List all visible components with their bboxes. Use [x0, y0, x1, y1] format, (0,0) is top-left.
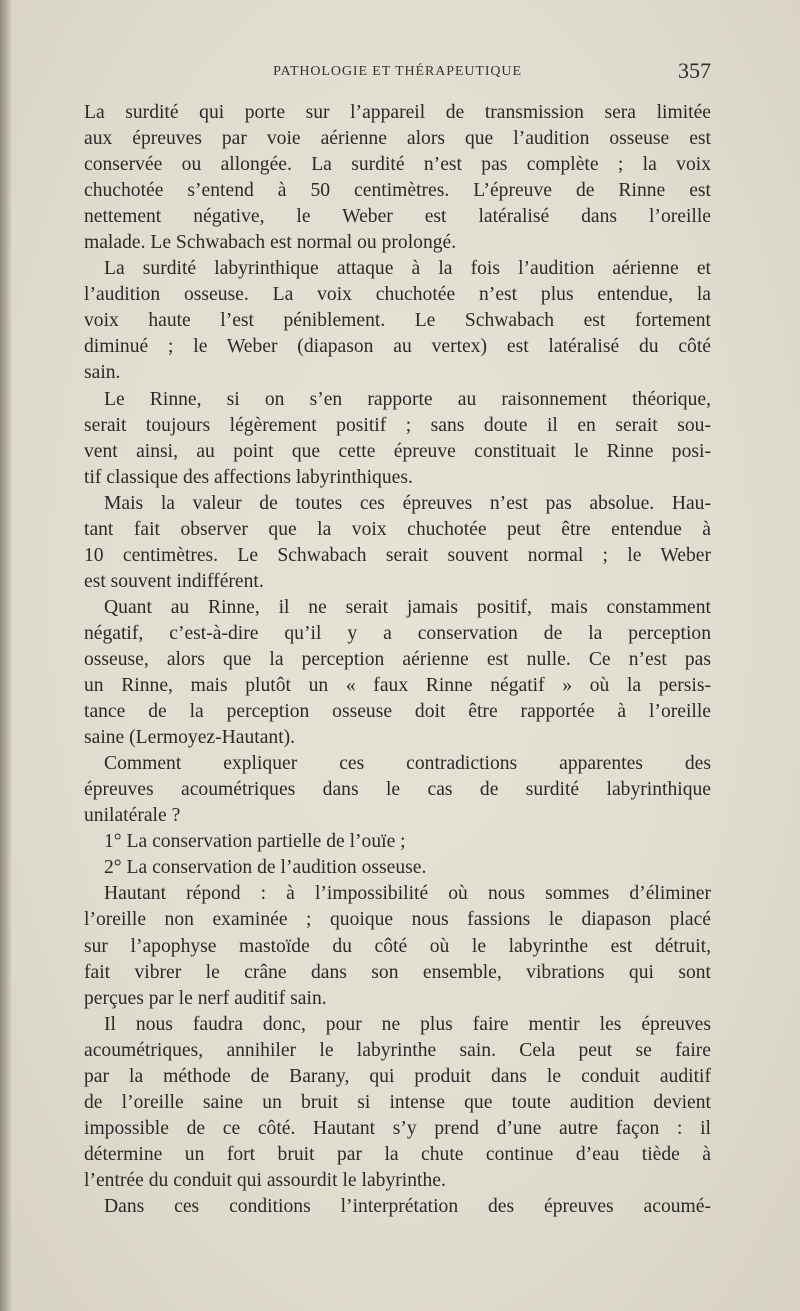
text-line: épreuves acoumétriques dans le cas de surdité labyrinthique [84, 779, 711, 801]
text-line: La surdité qui porte sur l’appareil de transmission sera limitée [84, 102, 711, 123]
text-line: chuchotée s’entend à 50 centimètres. L’épreuve de Rinne est [84, 180, 711, 202]
text-line: La surdité labyrinthique attaque à la fois l’audition aérienne et [104, 258, 711, 280]
text-line: par la méthode de Barany, qui produit dans le conduit auditif [84, 1065, 711, 1087]
page-number: 357 [678, 58, 711, 83]
text-line: Quant au Rinne, il ne serait jamais positif, mais constamment [104, 596, 711, 618]
text-line: sur l’apophyse mastoïde du côté où le labyrinthe est détruit, [84, 935, 711, 957]
text-line: Hautant répond : à l’impossibilité où nous sommes d’éliminer [104, 883, 711, 905]
text-line: de l’oreille saine un bruit si intense que toute audition devient [84, 1091, 711, 1113]
text-line: sain. [84, 362, 121, 384]
text-line: fait vibrer le crâne dans son ensemble, vibrations qui sont [84, 961, 711, 983]
text-line: Le Rinne, si on s’en rapporte au raisonnement théorique, [104, 388, 711, 410]
text-line: impossible de ce côté. Hautant s’y prend d’une autre façon : il [84, 1117, 711, 1139]
text-line: osseuse, alors que la perception aérienne est nulle. Ce n’est pas [84, 648, 711, 670]
text-line: l’oreille non examinée ; quoique nous fassions le diapason placé [84, 909, 711, 931]
text-line: l’entrée du conduit qui assourdit le labyrinthe. [84, 1169, 446, 1191]
text-line: aux épreuves par voie aérienne alors que l’audition osseuse est [84, 128, 711, 150]
text-line: négatif, c’est-à-dire qu’il y a conservation de la perception [84, 622, 711, 644]
text-line: diminué ; le Weber (diapason au vertex) est latéralisé du côté [84, 336, 711, 358]
text-line: malade. Le Schwabach est normal ou prolongé. [84, 232, 457, 254]
text-line: 1° La conservation partielle de l’ouïe ; [104, 831, 406, 853]
text-line: Comment expliquer ces contradictions apparentes des [104, 753, 711, 775]
text-line: tif classique des affections labyrinthiques. [84, 466, 413, 488]
text-line: tance de la perception osseuse doit être rapportée à l’oreille [84, 701, 711, 723]
text-line: conservée ou allongée. La surdité n’est pas complète ; la voix [84, 154, 711, 176]
running-title: PATHOLOGIE ET THÉRAPEUTIQUE [273, 64, 522, 79]
text-line: l’audition osseuse. La voix chuchotée n’est plus entendue, la [84, 284, 711, 306]
body-text [84, 100, 711, 1220]
text-line: 2° La conservation de l’audition osseuse. [104, 857, 427, 879]
page-header [84, 58, 711, 88]
text-line: serait toujours légèrement positif ; sans doute il en serait sou- [84, 414, 711, 436]
text-line: nettement négative, le Weber est latéralisé dans l’oreille [84, 206, 711, 228]
text-line: est souvent indifférent. [84, 570, 264, 592]
text-line: tant fait observer que la voix chuchotée peut être entendue à [84, 518, 711, 540]
text-line: Il nous faudra donc, pour ne plus faire mentir les épreuves [104, 1013, 711, 1035]
text-line: voix haute l’est péniblement. Le Schwabach est fortement [84, 310, 711, 332]
text-line: saine (Lermoyez-Hautant). [84, 727, 296, 749]
text-line: vent ainsi, au point que cette épreuve constituait le Rinne posi- [84, 440, 711, 462]
text-line: détermine un fort bruit par la chute continue d’eau tiède à [84, 1143, 711, 1165]
text-line: un Rinne, mais plutôt un « faux Rinne négatif » où la persis- [84, 675, 711, 697]
text-line: Mais la valeur de toutes ces épreuves n’est pas absolue. Hau- [104, 492, 711, 514]
text-line: unilatérale ? [84, 805, 181, 827]
text-line: acoumétriques, annihiler le labyrinthe sain. Cela peut se faire [84, 1039, 711, 1061]
text-line: perçues par le nerf auditif sain. [84, 987, 327, 1009]
text-line: 10 centimètres. Le Schwabach serait souvent normal ; le Weber [84, 544, 711, 566]
binding-shadow [0, 0, 12, 1311]
text-line: Dans ces conditions l’interprétation des épreuves acoumé- [104, 1195, 711, 1217]
